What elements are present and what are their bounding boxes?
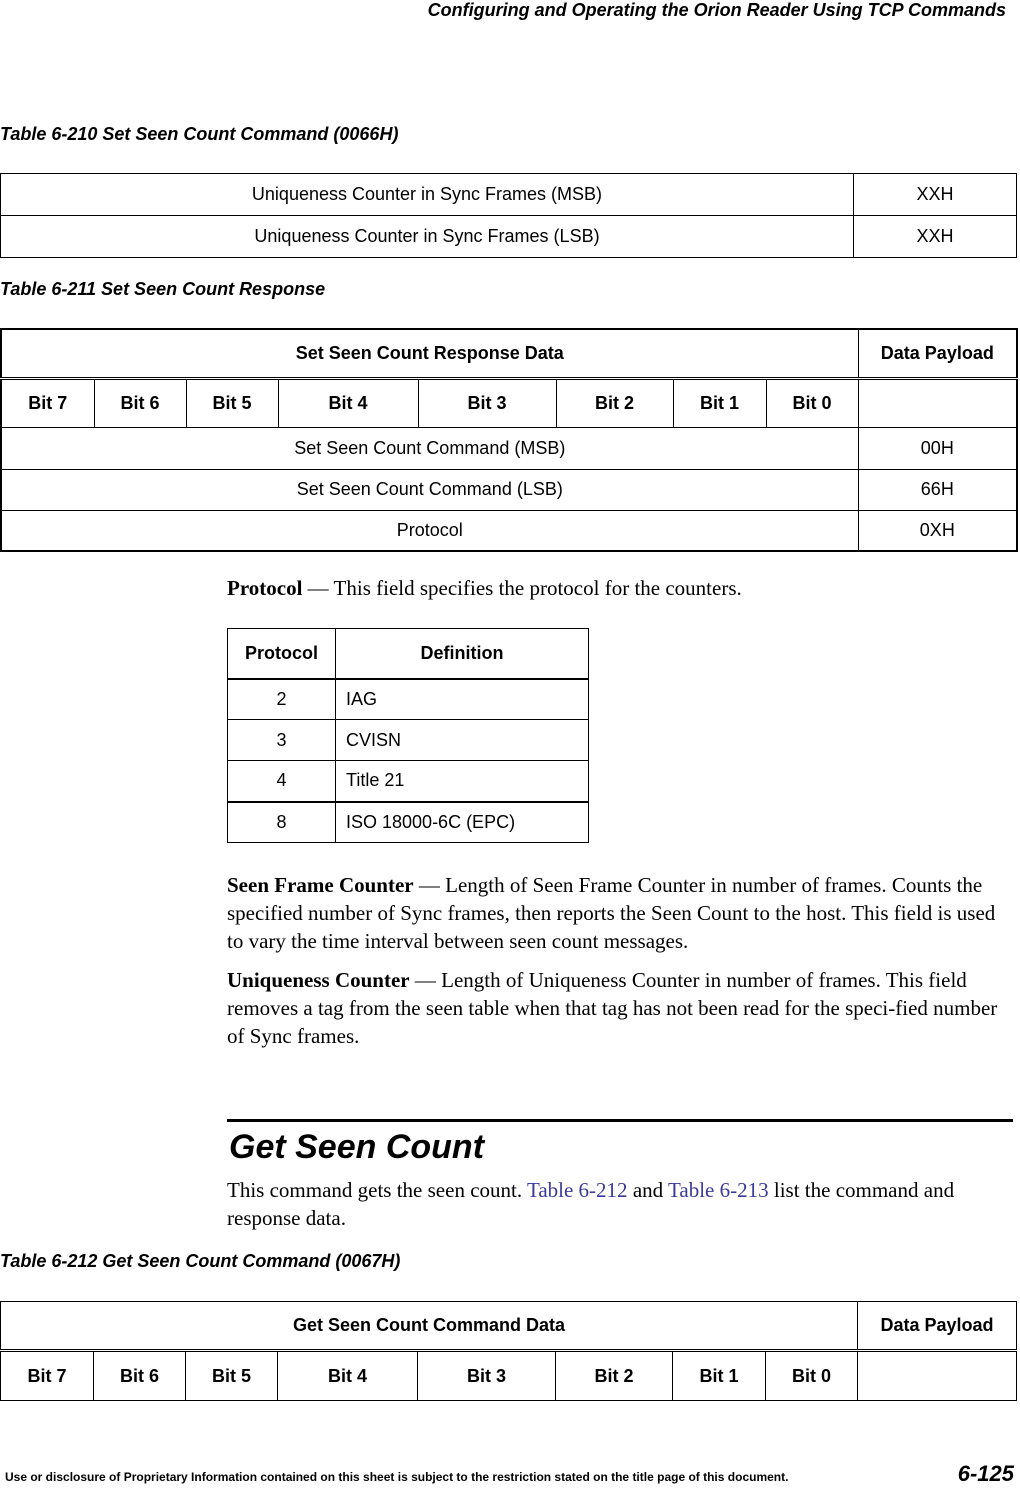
- header-cell: Get Seen Count Command Data: [1, 1302, 858, 1351]
- bit-cell: Bit 4: [278, 1351, 418, 1401]
- table-cell: 4: [228, 761, 336, 802]
- table-212-link[interactable]: Table 6-212: [526, 1178, 628, 1202]
- header-cell: Set Seen Count Response Data: [1, 329, 858, 378]
- table-row: [228, 720, 589, 761]
- table-cell: Set Seen Count Command (LSB): [1, 469, 858, 510]
- protocol-table: [227, 628, 589, 843]
- bit-cell: Bit 2: [556, 378, 673, 427]
- section-heading: Get Seen Count: [229, 1128, 485, 1166]
- table-213-link[interactable]: Table 6-213: [668, 1178, 769, 1202]
- bit-cell: Bit 3: [418, 1351, 556, 1401]
- bit-cell: Bit 7: [1, 1351, 94, 1401]
- table-212: [0, 1301, 1017, 1401]
- table-header-row: [228, 629, 589, 679]
- para-text: list the command and response data.: [227, 1178, 955, 1230]
- term: Seen Frame Counter: [227, 873, 414, 897]
- para-text: This command gets the seen count.: [227, 1178, 527, 1202]
- table-row: [228, 679, 589, 720]
- para-text: — Length of Uniqueness Counter in number of frames. This field removes a tag from the seen table when that tag has not been read for the speci-fied number of Sync frames.: [227, 968, 998, 1048]
- bit-cell: Bit 6: [94, 378, 186, 427]
- table-cell: Uniqueness Counter in Sync Frames (MSB): [1, 174, 854, 216]
- table-cell: Set Seen Count Command (MSB): [1, 427, 858, 469]
- bit-cell: Bit 4: [278, 378, 418, 427]
- table-cell: Uniqueness Counter in Sync Frames (LSB): [1, 216, 854, 258]
- protocol-paragraph: [227, 574, 1013, 602]
- table-cell: XXH: [854, 216, 1017, 258]
- table-cell: ISO 18000-6C (EPC): [336, 802, 589, 843]
- footer-notice: Use or disclosure of Proprietary Information contained on this sheet is subject to the restriction stated on the title page of this document.: [5, 1470, 789, 1484]
- table-cell: IAG: [336, 679, 589, 720]
- uniqueness-paragraph: [227, 966, 1013, 1050]
- empty-cell: [858, 378, 1017, 427]
- header-cell: Data Payload: [858, 329, 1017, 378]
- bit-row: [1, 1351, 1017, 1401]
- table-row: [1, 174, 1017, 216]
- running-header: Configuring and Operating the Orion Reader Using TCP Commands: [427, 0, 1006, 20]
- table-210-caption: Table 6-210 Set Seen Count Command (0066H): [0, 124, 399, 144]
- table-cell: 2: [228, 679, 336, 720]
- section-rule: [227, 1119, 1013, 1122]
- table-211: [0, 328, 1018, 552]
- header-cell: Protocol: [228, 629, 336, 679]
- header-cell: Definition: [336, 629, 589, 679]
- table-row: [228, 802, 589, 843]
- table-row: [1, 510, 1017, 551]
- bit-cell: Bit 0: [766, 378, 858, 427]
- bit-cell: Bit 7: [1, 378, 94, 427]
- bit-cell: Bit 1: [673, 1351, 766, 1401]
- table-cell: XXH: [854, 174, 1017, 216]
- section-intro: [227, 1176, 1013, 1232]
- table-cell: 3: [228, 720, 336, 761]
- bit-cell: Bit 5: [186, 1351, 278, 1401]
- table-row: [1, 427, 1017, 469]
- table-row: [1, 216, 1017, 258]
- seen-frame-paragraph: [227, 871, 1013, 955]
- table-cell: 0XH: [858, 510, 1017, 551]
- page-number: 6-125: [957, 1461, 1014, 1486]
- table-212-caption: Table 6-212 Get Seen Count Command (0067H): [0, 1251, 401, 1271]
- table-211-caption: Table 6-211 Set Seen Count Response: [0, 279, 326, 299]
- table-cell: CVISN: [336, 720, 589, 761]
- bit-cell: Bit 5: [186, 378, 278, 427]
- header-cell: Data Payload: [858, 1302, 1017, 1351]
- term: Uniqueness Counter: [227, 968, 410, 992]
- bit-cell: Bit 0: [766, 1351, 858, 1401]
- bit-cell: Bit 2: [556, 1351, 673, 1401]
- table-cell: 66H: [858, 469, 1017, 510]
- bit-cell: Bit 1: [673, 378, 766, 427]
- bit-cell: Bit 6: [94, 1351, 186, 1401]
- table-210: [0, 173, 1017, 258]
- table-row: [1, 469, 1017, 510]
- table-cell: 00H: [858, 427, 1017, 469]
- table-cell: 8: [228, 802, 336, 843]
- table-cell: Title 21: [336, 761, 589, 802]
- empty-cell: [858, 1351, 1017, 1401]
- table-row: [228, 761, 589, 802]
- table-header-row: [1, 1302, 1017, 1351]
- para-text: and: [627, 1178, 669, 1202]
- table-header-row: [1, 329, 1017, 378]
- para-text: — This field specifies the protocol for the counters.: [302, 576, 742, 600]
- bit-cell: Bit 3: [418, 378, 556, 427]
- term: Protocol: [227, 576, 303, 600]
- table-cell: Protocol: [1, 510, 858, 551]
- bit-row: [1, 378, 1017, 427]
- para-text: — Length of Seen Frame Counter in number of frames. Counts the specified number of Sync frames, then reports the Seen Count to the host. This field is used to vary the time interval between seen count messages.: [227, 873, 996, 953]
